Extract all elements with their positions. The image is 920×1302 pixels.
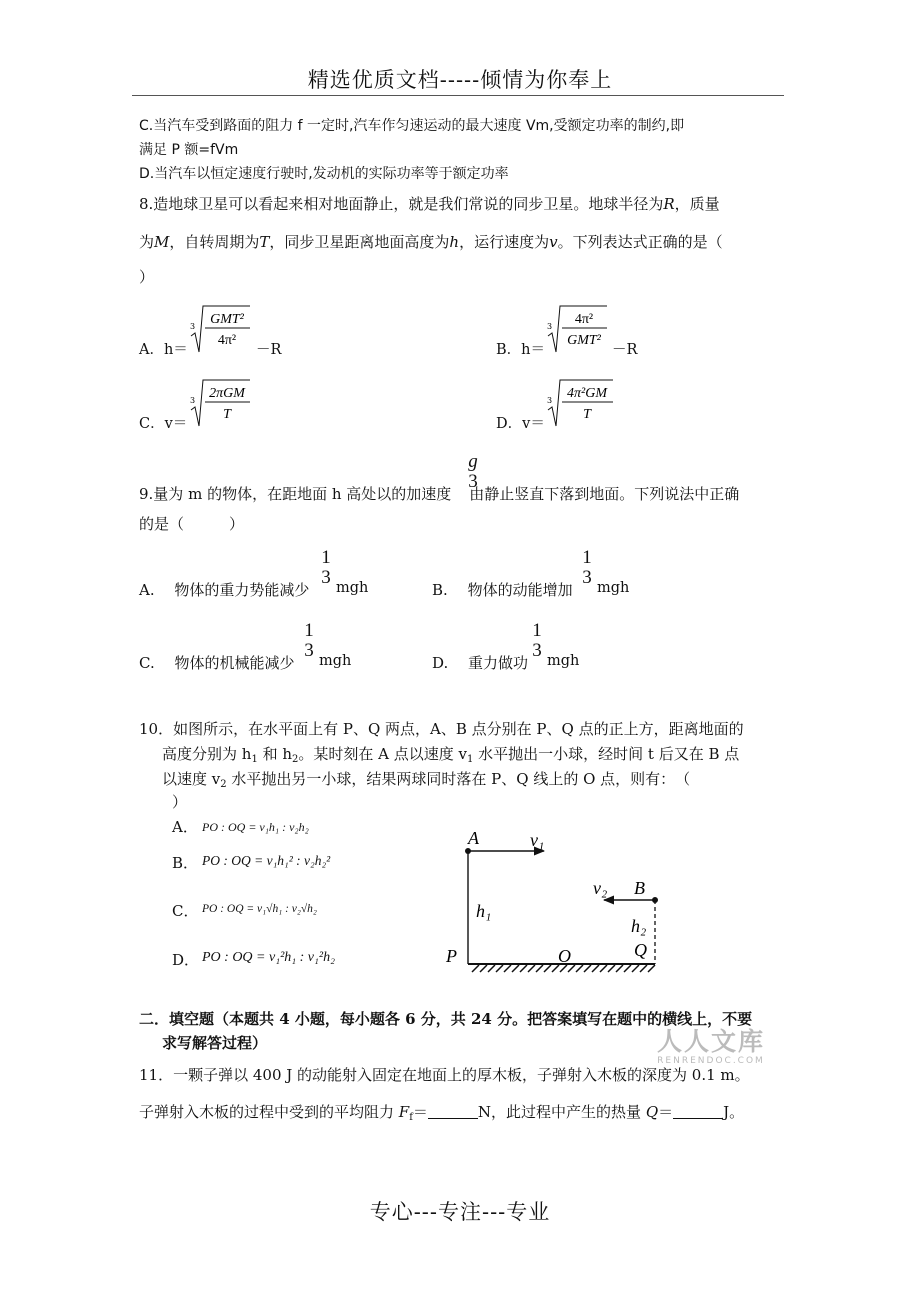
q11-stem-line2: 子弹射入木板的过程中受到的平均阻力 $F_f= N$，此过程中产生的热量 Q＝ J。 <box>139 1103 745 1123</box>
q10-option-d-formula: PO : OQ = v₁²h₁ : v₁²h₂ <box>202 950 335 965</box>
q10-option-b-label: B． <box>172 854 199 872</box>
q8-d-denominator: T <box>583 407 591 422</box>
label-Q: Q <box>634 940 647 960</box>
page-header: 精选优质文档-----倾情为你奉上 <box>307 68 613 92</box>
q8-option-d-radical <box>545 376 615 428</box>
label-P: P <box>446 946 457 966</box>
q8-b-denominator: GMT² <box>567 333 601 348</box>
ground-hatching <box>472 965 655 972</box>
q8-d-numerator: 4π²GM <box>567 386 607 401</box>
q10-stem-line1: 10．如图所示，在水平面上有 P、Q 两点，A、B 点分别在 P、Q 点的正上方，距离地面的 <box>139 720 744 738</box>
q10-option-c-label: C． <box>172 902 199 920</box>
q11-stem-line1: 11．一颗子弹以 400 J 的动能射入固定在地面上的厚木板，子弹射入木板的深度为 0.1 m。 <box>139 1066 750 1084</box>
q8-option-a-label: A．h＝ <box>139 342 188 358</box>
q7-option-c-line1: C.当汽车受到路面的阻力 f 一定时,汽车作匀速运动的最大速度 Vm,受额定功率的制约,即 <box>139 118 685 134</box>
label-B: B <box>634 878 645 898</box>
q8-stem-line2: 为M，自转周期为T，同步卫星距离地面高度为h，运行速度为v。下列表达式正确的是（ <box>139 233 723 251</box>
q9-option-d: D. 重力做功 <box>432 654 529 672</box>
label-O: O <box>558 946 571 966</box>
q9-option-c-fraction: 1 3 <box>304 620 314 661</box>
q11-blank-force <box>428 1104 478 1119</box>
q8-a-denominator: 4π² <box>217 333 237 348</box>
label-A: A <box>468 828 479 848</box>
q9-option-a-mgh: mgh <box>336 580 369 596</box>
q8-option-c-label: C．v＝ <box>139 416 188 432</box>
q8-option-d-label: D．v＝ <box>496 416 545 432</box>
header-rule <box>132 95 784 96</box>
q10-stem-line4: ） <box>172 793 188 811</box>
q8-stem-line1: 8.造地球卫星可以看起来相对地面静止，就是我们常说的同步卫星。地球半径为R，质量 <box>139 195 720 213</box>
q9-option-b-mgh: mgh <box>597 580 630 596</box>
q8-option-a-tail: －R <box>256 342 282 358</box>
q8-option-b-radical <box>545 302 609 354</box>
q9-option-d-fraction: 1 3 <box>532 620 542 661</box>
q10-stem-line3: 以速度 $v_2$ 水平抛出另一小球，结果两球同时落在 P、Q 线上的 O 点，则有： （ <box>162 770 691 790</box>
section2-heading-line1: 二．填空题（本题共 4 小题，每小题各 6 分，共 24 分。把答案填写在题中的横线上，不要 <box>139 1010 753 1028</box>
label-v1: v₁ <box>530 830 545 850</box>
q9-g-over-3: g 3 <box>468 451 478 492</box>
q9-option-b: B. 物体的动能增加 <box>432 581 573 599</box>
root-index: 3 <box>190 396 196 405</box>
q10-option-a-formula: PO : OQ = v₁h₁ : v₂h₂ <box>202 820 309 834</box>
label-h2: h₂ <box>631 916 647 936</box>
q10-option-d-label: D． <box>172 951 200 969</box>
q8-stem-line3: ） <box>139 268 155 286</box>
q9-option-a-fraction: 1 3 <box>321 547 331 588</box>
q8-c-numerator: 2πGM <box>209 386 245 401</box>
q9-option-d-mgh: mgh <box>547 653 580 669</box>
watermark-logo <box>646 1022 776 1066</box>
section2-heading-line2: 求写解答过程） <box>162 1034 268 1052</box>
root-index: 3 <box>547 322 553 331</box>
q10-option-c-formula: PO : OQ = v₁√h₁ : v₂√h₂ <box>202 903 317 915</box>
q8-option-a-radical <box>188 302 252 354</box>
q10-option-a-label: A． <box>172 818 198 836</box>
q8-a-numerator: GMT² <box>210 312 244 327</box>
q10-stem-line2: 高度分别为 $h_1$ 和 $h_2$。某时刻在 A 点以速度 $v_1$ 水平抛出一小球，经时间 t 后又在 B 点 <box>162 745 740 765</box>
q8-option-b-label: B．h＝ <box>496 342 545 358</box>
page-footer: 专心---专注---专业 <box>369 1200 551 1224</box>
q8-b-numerator: 4π² <box>574 312 594 327</box>
root-index: 3 <box>190 322 196 331</box>
q8-option-c-radical <box>188 376 252 428</box>
label-h1: h₁ <box>476 901 492 921</box>
q9-option-a: A. 物体的重力势能减少 <box>139 581 310 599</box>
q9-option-c: C. 物体的机械能减少 <box>139 654 295 672</box>
q9-stem-line2: 的是（ ） <box>139 515 245 533</box>
root-index: 3 <box>547 396 553 405</box>
watermark-url: RENRENDOC.COM <box>657 1056 765 1066</box>
q11-blank-heat <box>673 1104 723 1119</box>
q10-figure <box>440 822 670 982</box>
q8-option-b-tail: －R <box>612 342 638 358</box>
q10-option-b-formula: PO : OQ = v₁h₁² : v₂h₂² <box>202 853 331 868</box>
q9-option-b-fraction: 1 3 <box>582 547 592 588</box>
q9-stem-line1: 9.量为 m 的物体，在距地面 h 高处以的加速度 由静止竖直下落到地面。下列说法中正确 <box>139 485 740 503</box>
label-v2: v₂ <box>593 878 608 898</box>
watermark-text: 人人文库 <box>656 1027 765 1056</box>
q8-c-denominator: T <box>223 407 231 422</box>
q7-option-c-line2: 满足 P 额=fVm <box>139 142 239 158</box>
q9-option-c-mgh: mgh <box>319 653 352 669</box>
q7-option-d: D.当汽车以恒定速度行驶时,发动机的实际功率等于额定功率 <box>139 166 509 182</box>
